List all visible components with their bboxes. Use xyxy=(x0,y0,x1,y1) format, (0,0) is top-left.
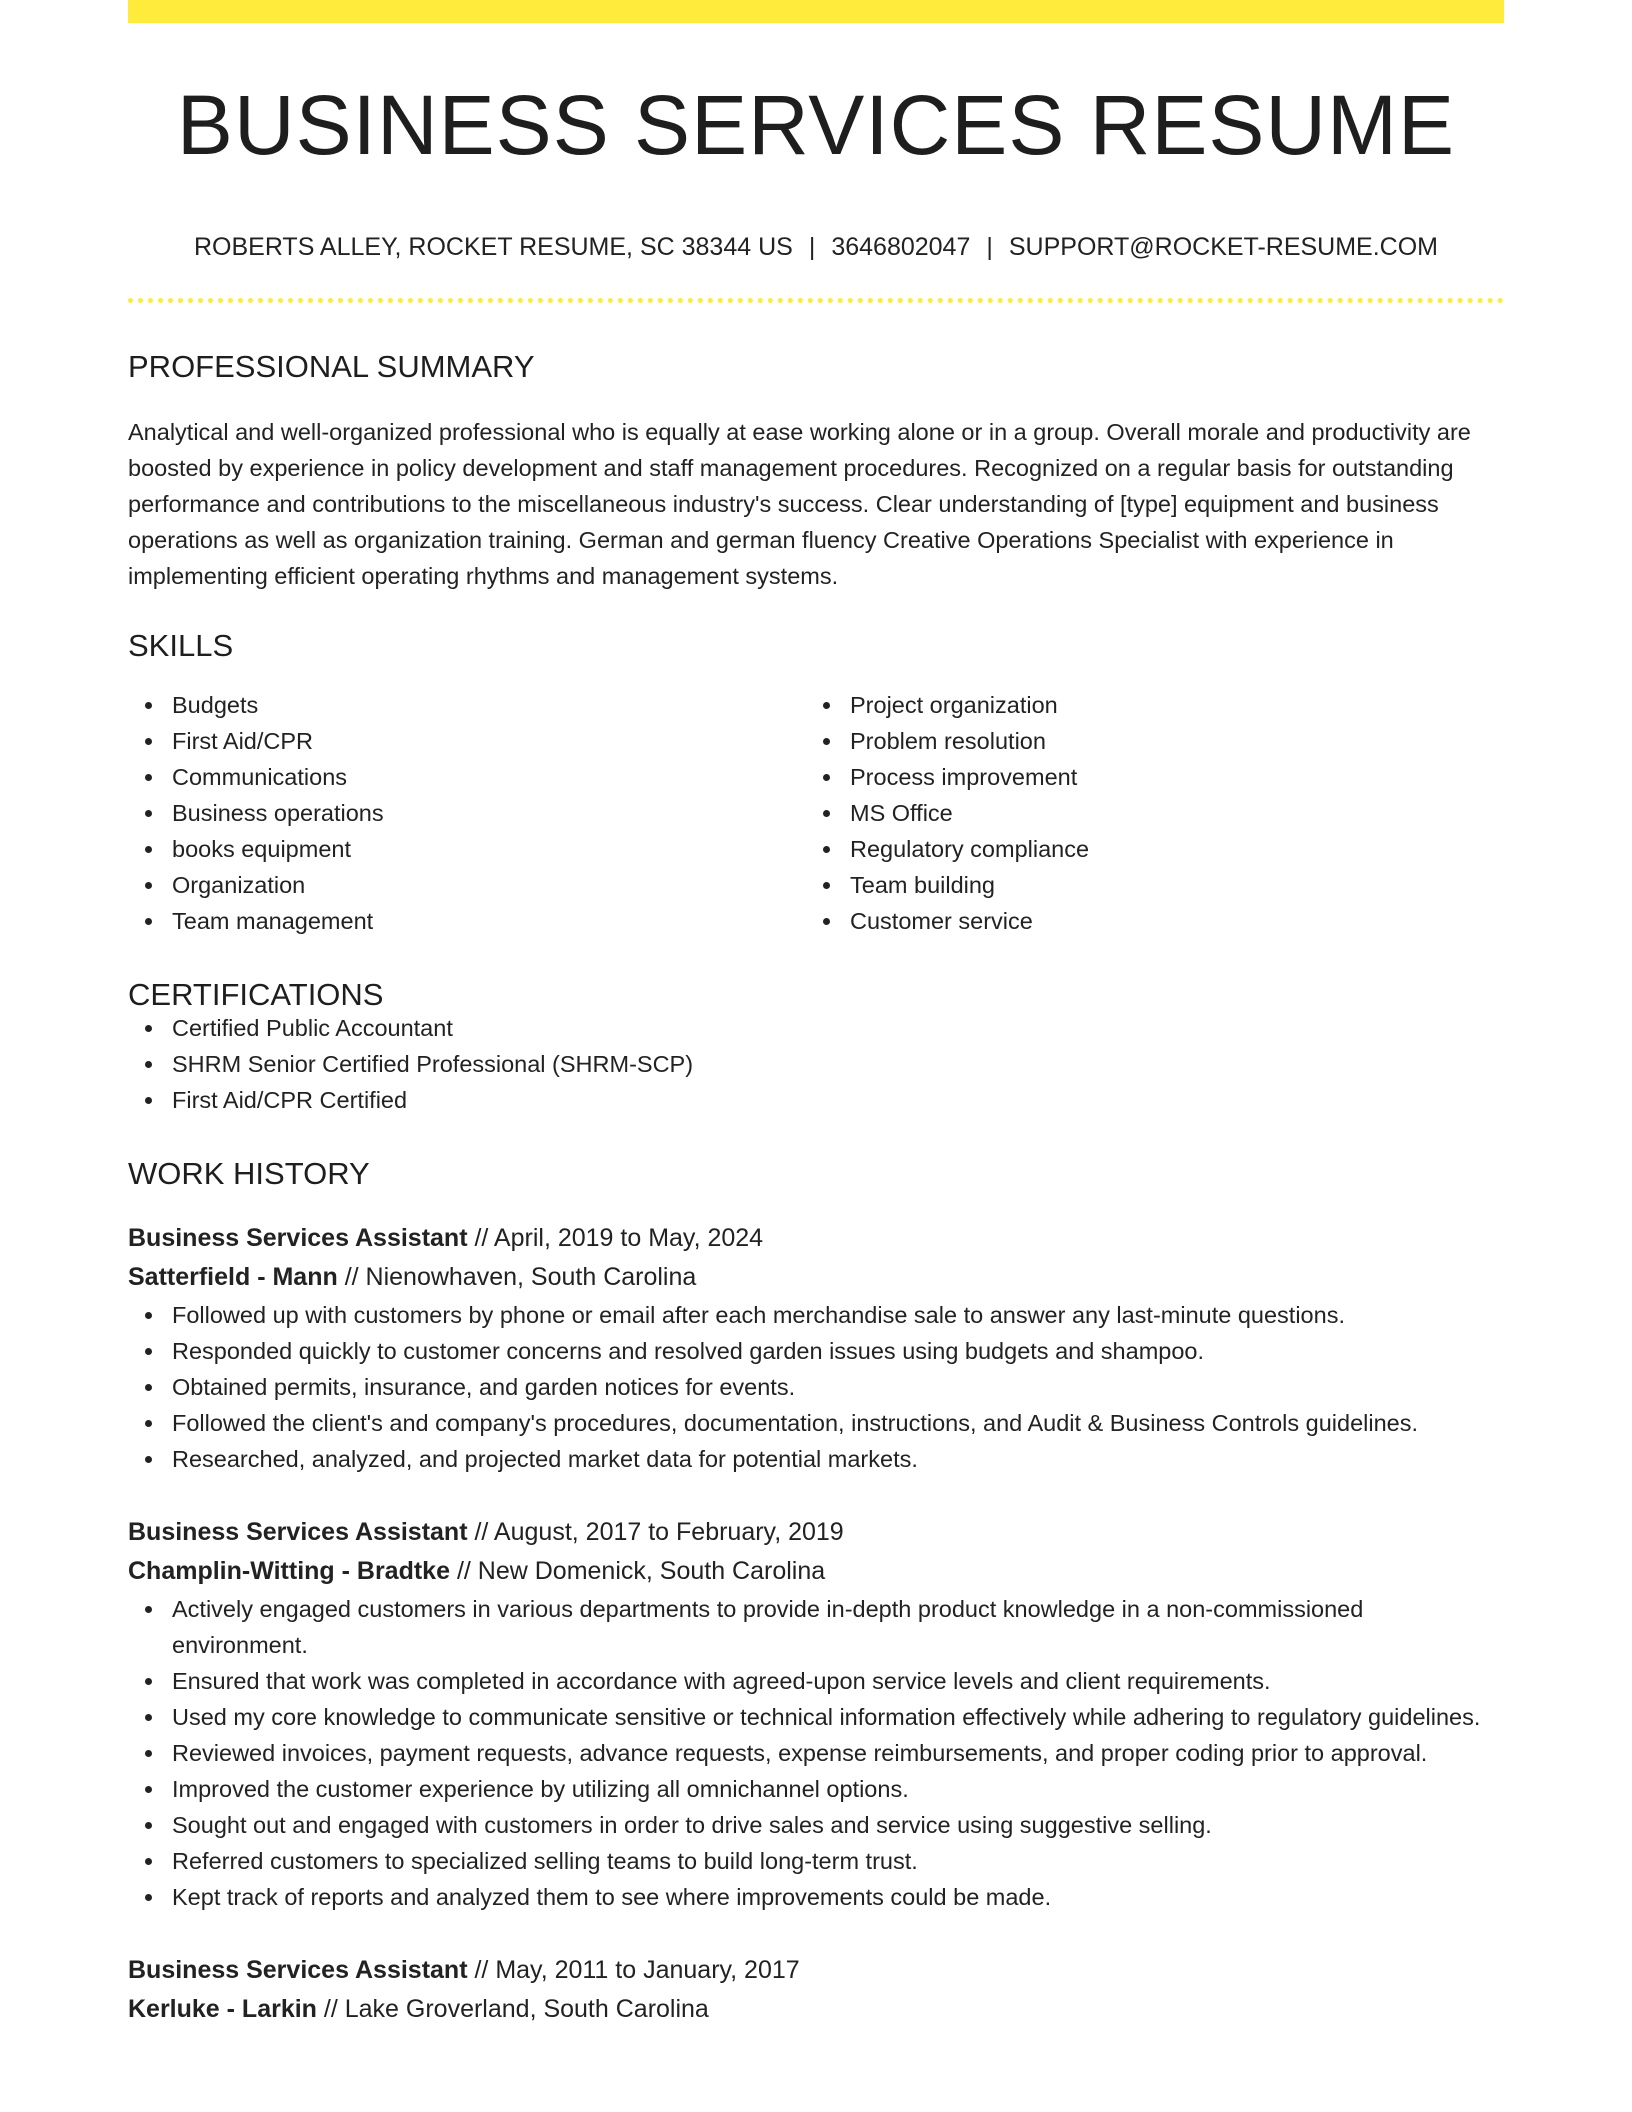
skills-column-left xyxy=(128,687,806,939)
skill-item: Organization xyxy=(128,867,806,903)
skill-item: Budgets xyxy=(128,687,806,723)
skill-item: Team management xyxy=(128,903,806,939)
skill-item: Team building xyxy=(806,867,1484,903)
resume-title: BUSINESS SERVICES RESUME xyxy=(176,78,1456,172)
certification-item: Certified Public Accountant xyxy=(128,1010,1504,1046)
job-bullet: Followed the client's and company's procedures, documentation, instructions, and Audit & Business Controls guidelines. xyxy=(128,1405,1504,1441)
skill-item: Regulatory compliance xyxy=(806,831,1484,867)
skill-item: First Aid/CPR xyxy=(128,723,806,759)
job-location: // Nienowhaven, South Carolina xyxy=(337,1263,697,1291)
job-bullet: Followed up with customers by phone or email after each merchandise sale to answer any last-minute questions. xyxy=(128,1297,1504,1333)
certification-item: First Aid/CPR Certified xyxy=(128,1082,1504,1118)
job-bullet: Researched, analyzed, and projected market data for potential markets. xyxy=(128,1441,1504,1477)
certification-item: SHRM Senior Certified Professional (SHRM-SCP) xyxy=(128,1046,1504,1082)
job-bullet: Used my core knowledge to communicate sensitive or technical information effectively while adhering to regulatory guidelines. xyxy=(128,1699,1504,1735)
contact-separator: | xyxy=(808,233,816,261)
skill-item: Customer service xyxy=(806,903,1484,939)
job-company-line xyxy=(128,1258,1504,1297)
summary-heading: PROFESSIONAL SUMMARY xyxy=(128,349,535,384)
job-entry xyxy=(128,1513,1504,1915)
skill-item: Project organization xyxy=(806,687,1484,723)
job-bullet: Referred customers to specialized selling teams to build long-term trust. xyxy=(128,1843,1504,1879)
accent-bar xyxy=(128,0,1504,23)
job-role: Business Services Assistant xyxy=(128,1224,468,1252)
job-bullet: Sought out and engaged with customers in order to drive sales and service using suggestive selling. xyxy=(128,1807,1504,1843)
job-bullets xyxy=(128,1591,1504,1915)
summary-text: Analytical and well-organized professional who is equally at ease working alone or in a group. Overall morale and productivity are boosted by experience in policy development and staff management procedures. Recognized on a regular basis for outstanding performance and contributions to the miscellaneous industry's success. Clear understanding of [type] equipment and business operations as well as organization training. German and german fluency Creative Operations Specialist with experience in implementing efficient operating rhythms and management systems. xyxy=(128,419,1471,589)
skill-item: books equipment xyxy=(128,831,806,867)
resume-page xyxy=(128,0,1504,2029)
job-role: Business Services Assistant xyxy=(128,1956,468,1984)
job-company: Champlin-Witting - Bradtke xyxy=(128,1557,450,1585)
contact-address: ROBERTS ALLEY, ROCKET RESUME, SC 38344 US xyxy=(193,233,793,261)
job-company: Satterfield - Mann xyxy=(128,1263,338,1291)
job-entry xyxy=(128,1951,1504,2029)
job-location: // Lake Groverland, South Carolina xyxy=(316,1995,709,2023)
contact-phone: 3646802047 xyxy=(831,233,971,261)
job-location: // New Domenick, South Carolina xyxy=(450,1557,826,1585)
skill-item: Communications xyxy=(128,759,806,795)
job-dates: // April, 2019 to May, 2024 xyxy=(467,1224,764,1252)
work-history-heading: WORK HISTORY xyxy=(128,1156,370,1191)
job-title-line xyxy=(128,1951,1504,1990)
job-company-line xyxy=(128,1552,1504,1591)
dotted-divider xyxy=(128,298,1504,303)
job-bullet: Reviewed invoices, payment requests, advance requests, expense reimbursements, and proper coding prior to approval. xyxy=(128,1735,1504,1771)
job-bullets xyxy=(128,1297,1504,1477)
job-dates: // May, 2011 to January, 2017 xyxy=(467,1956,800,1984)
job-bullet: Obtained permits, insurance, and garden notices for events. xyxy=(128,1369,1504,1405)
job-bullet: Kept track of reports and analyzed them to see where improvements could be made. xyxy=(128,1879,1504,1915)
job-title-line xyxy=(128,1513,1504,1552)
skill-item: MS Office xyxy=(806,795,1484,831)
job-company: Kerluke - Larkin xyxy=(128,1995,317,2023)
job-bullet: Improved the customer experience by utilizing all omnichannel options. xyxy=(128,1771,1504,1807)
job-company-line xyxy=(128,1990,1504,2029)
skills-heading: SKILLS xyxy=(128,628,234,663)
skill-item: Problem resolution xyxy=(806,723,1484,759)
skills-column-right xyxy=(806,687,1484,939)
contact-email: SUPPORT@ROCKET-RESUME.COM xyxy=(1008,233,1439,261)
job-bullet: Actively engaged customers in various departments to provide in-depth product knowledge in a non-commissioned environment. xyxy=(128,1591,1504,1663)
job-bullet: Responded quickly to customer concerns and resolved garden issues using budgets and shampoo. xyxy=(128,1333,1504,1369)
skills-list xyxy=(128,687,1504,939)
contact-separator: | xyxy=(986,233,993,261)
job-entry xyxy=(128,1219,1504,1477)
job-title-line xyxy=(128,1219,1504,1258)
contact-line xyxy=(128,235,1504,260)
certifications-list xyxy=(128,1010,1504,1118)
skill-item: Process improvement xyxy=(806,759,1484,795)
job-role: Business Services Assistant xyxy=(128,1518,468,1546)
job-bullet: Ensured that work was completed in accordance with agreed-upon service levels and client requirements. xyxy=(128,1663,1504,1699)
job-dates: // August, 2017 to February, 2019 xyxy=(467,1518,844,1546)
skill-item: Business operations xyxy=(128,795,806,831)
certifications-heading: CERTIFICATIONS xyxy=(128,977,384,1012)
